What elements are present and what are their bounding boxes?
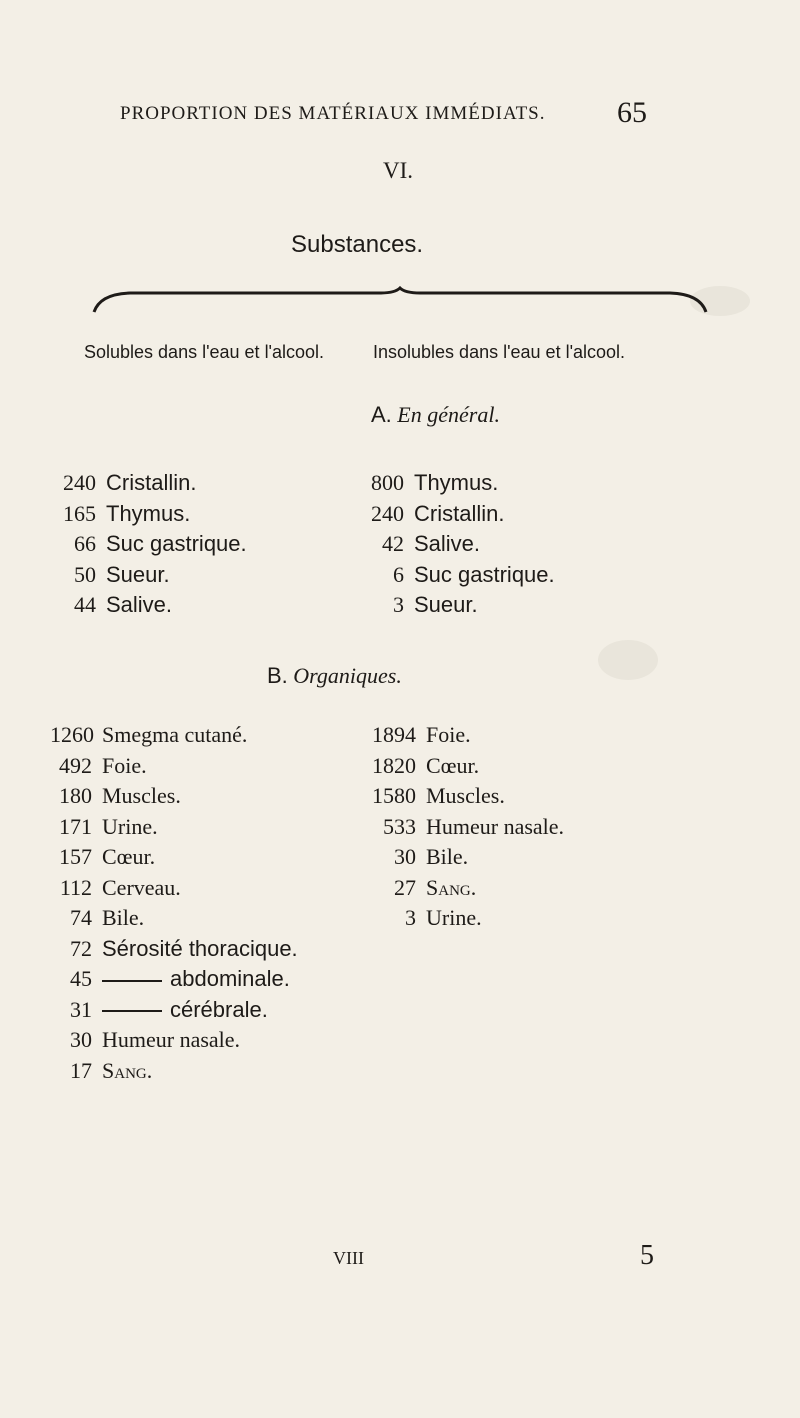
list-item: 171 Urine. (59, 813, 158, 839)
list-item: 1580 Muscles. (372, 783, 505, 808)
list-item: 1260 Smegma cutané. (50, 722, 248, 747)
list-item: 17 Sang. (70, 1057, 153, 1083)
page-number: 65 (617, 96, 647, 129)
list-item: 180 Muscles. (59, 783, 181, 808)
curly-brace-icon (90, 286, 710, 316)
section-a-soluble-list (54, 468, 247, 621)
list-item: 240 Cristallin. (63, 470, 197, 495)
list-item: 112 Cerveau. (59, 874, 181, 900)
subsection-b-title (267, 663, 402, 689)
list-item: 45 abdominale. (70, 966, 290, 991)
ditto-dash (102, 1010, 162, 1012)
list-item: 50 Sueur. (74, 561, 170, 587)
list-item: 30 Humeur nasale. (70, 1027, 241, 1052)
section-number: VI. (383, 158, 414, 183)
list-item: 30 Bile. (394, 844, 469, 869)
subsection-a-label: A. (371, 402, 392, 427)
list-item: 240 Cristallin. (371, 500, 505, 526)
page-heading: Substances. (291, 231, 424, 258)
column-heading-insoluble: Insolubles dans l'eau et l'alcool. (373, 342, 626, 362)
list-item: 42 Salive. (382, 531, 481, 556)
list-item: 27 Sang. (394, 874, 477, 900)
subsection-b-label: B. (267, 663, 288, 688)
list-item: 157 Cœur. (59, 844, 156, 869)
column-heading-soluble: Solubles dans l'eau et l'alcool. (84, 342, 325, 362)
ditto-dash (102, 980, 162, 982)
paper-stain (598, 640, 658, 680)
list-item: 74 Bile. (70, 905, 145, 930)
list-item: 72 Sérosité thoracique. (70, 935, 298, 961)
sheet-number: 5 (640, 1240, 654, 1271)
list-item: 800 Thymus. (371, 470, 499, 495)
printer-signature: VIII (333, 1248, 364, 1268)
list-item: 492 Foie. (59, 752, 147, 778)
running-title: PROPORTION DES MATÉRIAUX IMMÉDIATS. (120, 103, 546, 124)
subsection-a-title (371, 402, 500, 428)
list-item: 31 cérébrale. (70, 996, 268, 1022)
list-item: 533 Humeur nasale. (383, 813, 565, 839)
list-item: 1820 Cœur. (372, 752, 480, 778)
list-item: 165 Thymus. (63, 500, 191, 526)
list-item: 3 Sueur. (393, 592, 478, 617)
section-b-insoluble-list (364, 720, 564, 934)
list-item: 1894 Foie. (372, 722, 471, 747)
section-b-soluble-list (50, 720, 298, 1086)
list-item: 6 Suc gastrique. (393, 561, 555, 587)
subsection-a-text: En général. (397, 402, 500, 427)
list-item: 3 Urine. (405, 905, 482, 930)
section-a-insoluble-list (362, 468, 555, 621)
list-item: 44 Salive. (74, 592, 173, 617)
list-item: 66 Suc gastrique. (74, 531, 247, 556)
subsection-b-text: Organiques. (293, 663, 402, 688)
